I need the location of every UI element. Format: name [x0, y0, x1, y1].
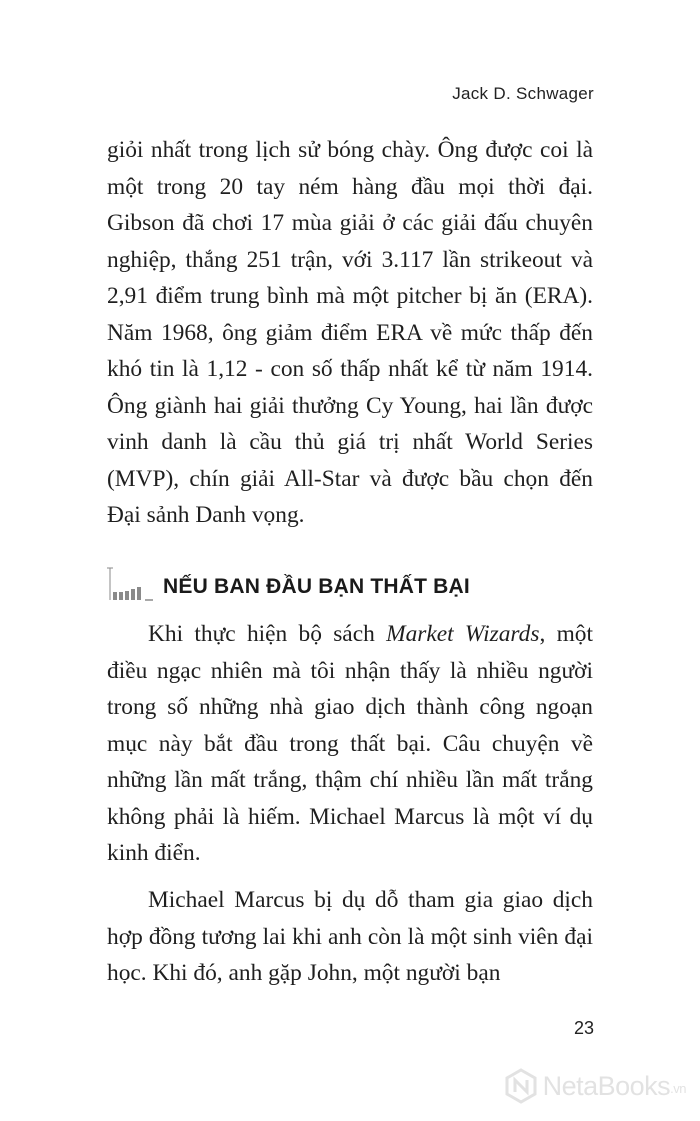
section-heading — [107, 563, 593, 603]
body-paragraph-1: giỏi nhất trong lịch sử bóng chày. Ông được coi là một trong 20 tay ném hàng đầu mọi thời đại. Gibson đã chơi 17 mùa giải ở các giải đấu chuyên nghiệp, thắng 251 trận, với 3.117 lần strikeout và 2,91 điểm trung bình mà một pitcher bị ăn (ERA). Năm 1968, ông giảm điểm ERA về mức thấp đến khó tin là 1,12 - con số thấp nhất kể từ năm 1914. Ông giành hai giải thưởng Cy Young, hai lần được vinh danh là cầu thủ giá trị nhất World Series (MVP), chín giải All-Star và được bầu chọn đến Đại sảnh Danh vọng. — [107, 137, 593, 528]
paragraph-text: Khi thực hiện bộ sách — [148, 621, 387, 647]
watermark-brand: NetaBooks — [542, 1070, 671, 1101]
section-heading-text: NẾU BAN ĐẦU BẠN THẤT BẠI — [163, 575, 470, 598]
body-paragraph-3: Michael Marcus bị dụ dỗ tham gia giao dịch hợp đồng tương lai khi anh còn là một sinh viên đại học. Khi đó, anh gặp John, một người bạn — [107, 887, 593, 986]
paragraph-text: , một điều ngạc nhiên mà tôi nhận thấy là nhiều người trong số những nhà giao dịch thành công ngoạn mục này bắt đầu trong thất bại. Câu chuyện về những lần mất trắng, thậm chí nhiều lần mất trắng không phải là hiếm. Michael Marcus là một ví dụ kinh điển. — [107, 621, 593, 866]
netabooks-logo-icon — [503, 1068, 539, 1104]
page-number: 23 — [573, 1018, 594, 1038]
book-title-italic: Market Wizards — [386, 621, 540, 647]
running-header-author: Jack D. Schwager — [452, 84, 594, 103]
body-paragraph-2 — [107, 616, 593, 872]
watermark — [503, 1068, 686, 1104]
bar-chart-icon — [107, 565, 153, 603]
watermark-suffix: .vn — [670, 1080, 686, 1096]
